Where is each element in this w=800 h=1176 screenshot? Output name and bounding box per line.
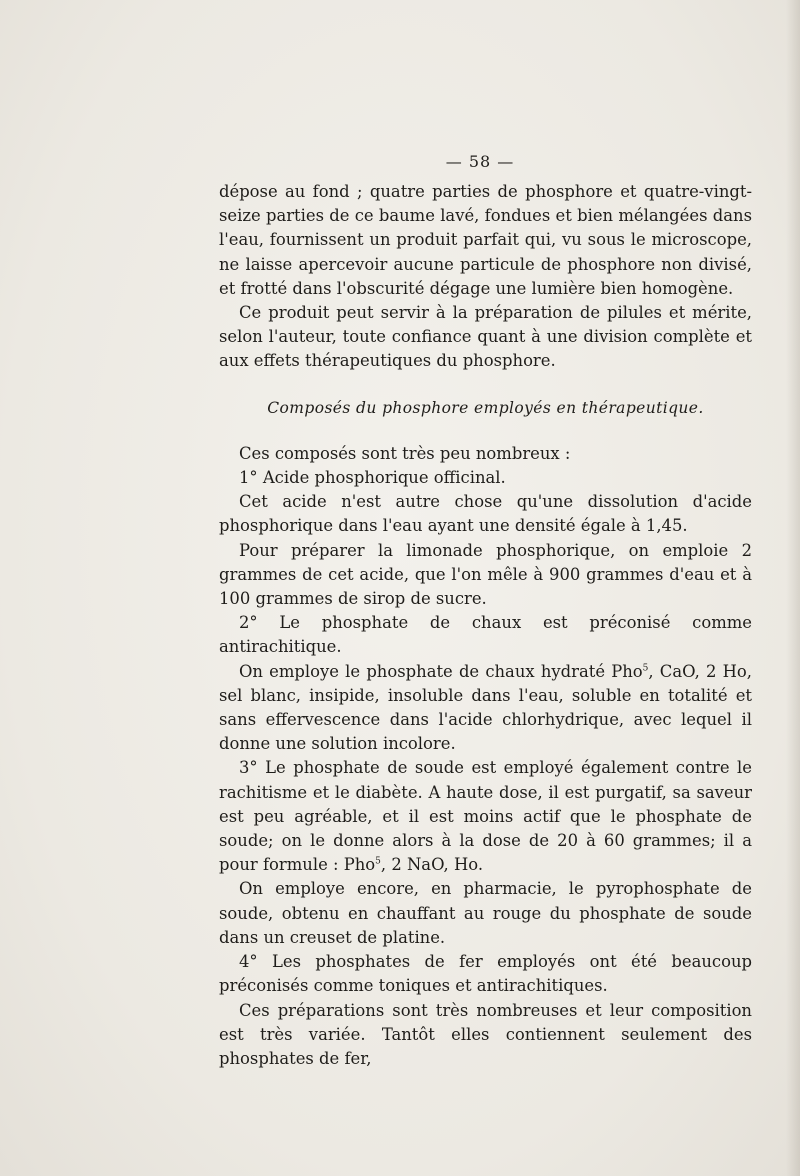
text-run: , CaO, 2 Ho, sel blanc, insipide, insoluble dans l'eau, soluble en totalité et sans effervescence dans l'acide chlorhydrique, avec lequel il donne une solution incolore.: [219, 661, 752, 754]
list-item-phosphate-soude: [219, 756, 752, 877]
list-item-phosphate-chaux: 2° Le phosphate de chaux est préconisé comme antirachitique.: [219, 613, 752, 657]
paragraph-pyrophosphate: On employe encore, en pharmacie, le pyrophosphate de soude, obtenu en chauffant au rouge du phosphate de soude dans un creuset de platine.: [219, 879, 752, 947]
body-text: [219, 180, 752, 1071]
page-number: — 58 —: [445, 152, 515, 171]
paragraph-intro: Ces composés sont très peu nombreux :: [239, 443, 571, 463]
paragraph-limonade: Pour préparer la limonade phosphorique, on emploie 2 grammes de cet acide, que l'on mêle à 900 grammes d'eau et à 100 grammes de sirop de sucre.: [219, 540, 752, 609]
list-item-phosphates-fer: 4° Les phosphates de fer employés ont été beaucoup préconisés comme toniques et antirachitiques.: [219, 952, 752, 996]
paragraph-product: Ce produit peut servir à la préparation de pilules et mérite, selon l'auteur, toute confiance quant à une division complète et aux effets thérapeutiques du phosphore.: [219, 303, 752, 371]
formula-superscript: 5: [375, 856, 381, 867]
text-run: On employe le phosphate de chaux hydraté Pho: [239, 661, 643, 681]
paragraph-continuation: dépose au fond ; quatre parties de phosphore et quatre-vingt-seize parties de ce baume lavé, fondues et bien mélangées dans l'eau, fournissent un produit parfait qui, vu sous le microscope, ne laisse apercevoir aucune particule de phosphore non divisé, et frotté dans l'obscurité dégage une lumière bien homogène.: [219, 182, 752, 298]
paragraph-phosphate-chaux: [219, 660, 752, 757]
text-run: 3° Le phosphate de soude est employé également contre le rachitisme et le diabète. A haute dose, il est purgatif, sa saveur est peu agréable, et il est moins actif que le phosphate de soude; on le donne alors à la dose de 20 à 60 grammes; il a pour formule : Pho: [219, 758, 752, 875]
list-item-acid: 1° Acide phosphorique officinal.: [239, 468, 506, 488]
formula-superscript: 5: [642, 663, 649, 674]
paragraph-preparations: Ces préparations sont très nombreuses et leur composition est très variée. Tantôt elles contiennent seulement des phosphates de fer,: [219, 1000, 752, 1068]
text-run: , 2 NaO, Ho.: [380, 855, 484, 875]
section-heading: Composés du phosphore employés en thérapeutique.: [267, 398, 704, 417]
page-edge-shadow: [786, 0, 800, 1176]
paragraph-acid-definition: Cet acide n'est autre chose qu'une dissolution d'acide phosphorique dans l'eau ayant une densité égale à 1,45.: [219, 492, 752, 536]
